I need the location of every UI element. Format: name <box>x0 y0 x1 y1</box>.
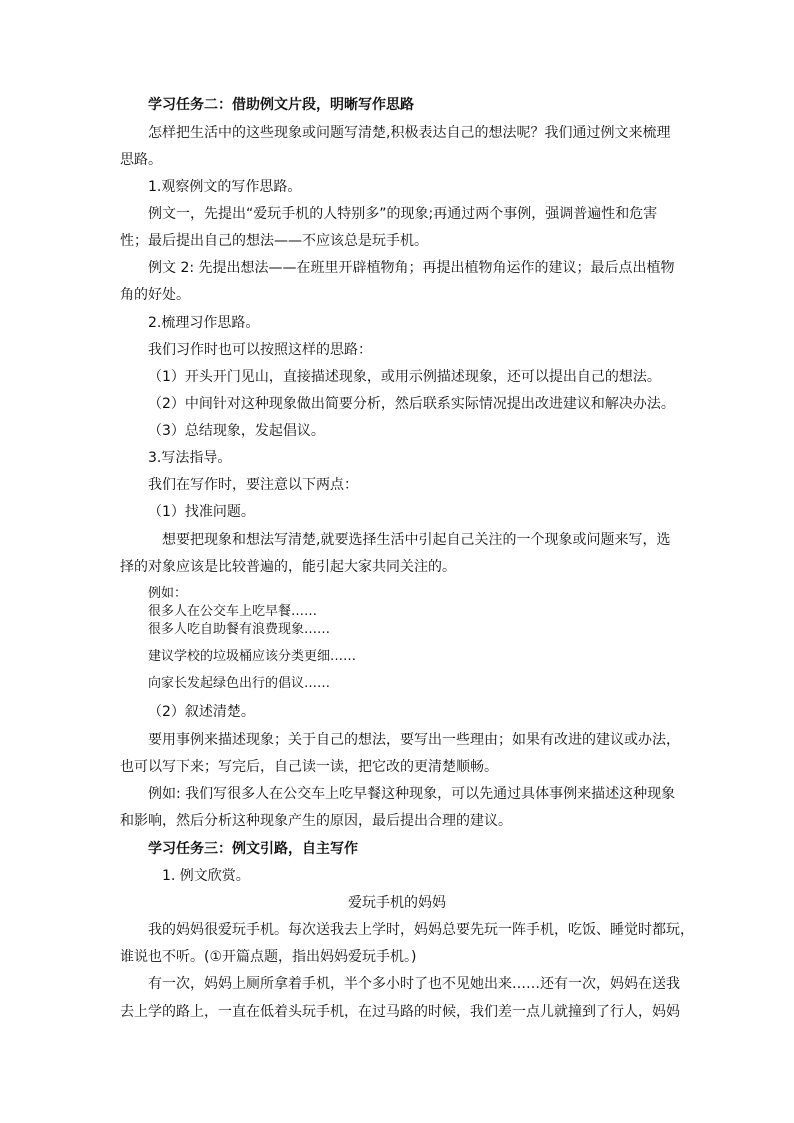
paragraph-line: 我们在写作时，要注意以下两点： <box>148 477 358 493</box>
example-item: 很多人在公交车上吃早餐…… <box>148 604 318 619</box>
paragraph-line: 例文 2: 先提出想法——在班里开辟植物角；再提出植物角运作的建议；最后点出植物 <box>148 260 675 276</box>
example-item: 向家长发起绿色出行的倡议…… <box>148 676 331 691</box>
step-heading: 1. 例文欣赏。 <box>162 868 250 884</box>
essay-title: 爱玩手机的妈妈 <box>348 895 446 911</box>
paragraph-line: 思路。 <box>120 152 162 168</box>
task3-heading: 学习任务三：例文引路，自主写作 <box>148 841 358 857</box>
paragraph-line: 想要把现象和想法写清楚,就要选择生活中引起自己关注的一个现象或问题来写，选 <box>162 532 671 548</box>
step-heading: 1.观察例文的写作思路。 <box>148 179 302 195</box>
list-item: （2）中间针对这种现象做出简要分析，然后联系实际情况提出改进建议和解决办法。 <box>148 396 675 412</box>
example-label: 例如： <box>148 586 188 601</box>
sub-heading: （2）叙述清楚。 <box>148 704 255 720</box>
paragraph-line: 角的好处。 <box>120 287 190 303</box>
paragraph-line: 要用事例来描述现象；关于自己的想法，要写出一些理由；如果有改进的建议或办法， <box>148 732 680 748</box>
paragraph-line: 性；最后提出自己的想法——不应该总是玩手机。 <box>120 233 428 249</box>
paragraph-line: 我们习作时也可以按照这样的思路： <box>148 342 372 358</box>
example-item: 建议学校的垃圾桶应该分类更细…… <box>148 649 357 664</box>
paragraph-line: 和影响，然后分析这种现象产生的原因，最后提出合理的建议。 <box>120 813 512 829</box>
sub-heading: （1）找准问题。 <box>148 504 255 520</box>
paragraph-line: 也可以写下来；写完后，自己读一读，把它改的更清楚顺畅。 <box>120 759 498 775</box>
step-heading: 2.梳理习作思路。 <box>148 315 260 331</box>
paragraph-line: 怎样把生活中的这些现象或问题写清楚,积极表达自己的想法呢？我们通过例文来梳理 <box>148 125 671 141</box>
paragraph-line: 择的对象应该是比较普遍的，能引起大家共同关注的。 <box>120 559 456 575</box>
list-item: （1）开头开门见山，直接描述现象，或用示例描述现象，还可以提出自己的想法。 <box>148 369 661 385</box>
paragraph-line: 谁说也不听。(①开篇点题，指出妈妈爱玩手机。) <box>120 949 417 965</box>
paragraph-line: 有一次，妈妈上厕所拿着手机，半个多小时了也不见她出来……还有一次，妈妈在送我 <box>148 976 680 992</box>
list-item: （3）总结现象，发起倡议。 <box>148 423 325 439</box>
paragraph-line: 我的妈妈很爱玩手机。每次送我去上学时，妈妈总要先玩一阵手机，吃饭、睡觉时都玩， <box>148 922 694 938</box>
task2-heading: 学习任务二：借助例文片段，明晰写作思路 <box>148 97 414 113</box>
paragraph-line: 去上学的路上，一直在低着头玩手机，在过马路的时候，我们差一点儿就撞到了行人，妈妈 <box>120 1004 680 1020</box>
paragraph-line: 例文一，先提出“爱玩手机的人特别多”的现象;再通过两个事例，强调普遍性和危害 <box>148 206 658 222</box>
paragraph-line: 例如: 我们写很多人在公交车上吃早餐这种现象，可以先通过具体事例来描述这种现象 <box>148 786 676 802</box>
step-heading: 3.写法指导。 <box>148 450 232 466</box>
example-item: 很多人吃自助餐有浪费现象…… <box>148 622 331 637</box>
